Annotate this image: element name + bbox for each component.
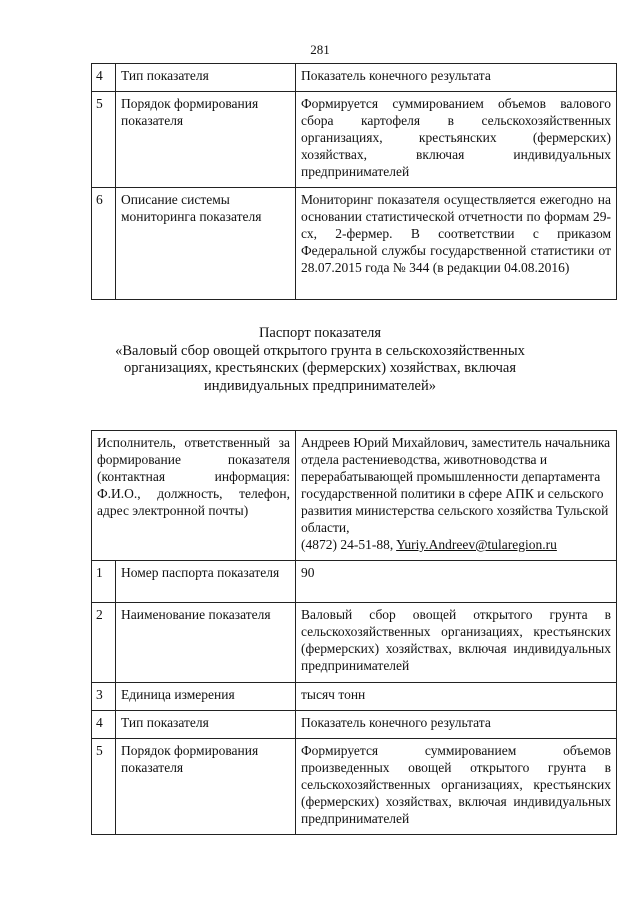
row-value: Показатель конечного результата: [296, 711, 617, 739]
passport-title-block: [80, 325, 560, 395]
executor-value: Андреев Юрий Михайлович, заместитель начальника отдела растениеводства, животноводства и перерабатывающей промышленности департамента государственной политики в сфере АПК и сельского развития министерства сельского хозяйства Тульской области,: [301, 435, 611, 535]
row-number: 6: [92, 188, 116, 300]
executor-cell: [296, 431, 617, 561]
row-value: Формируется суммированием объемов валового сбора картофеля в сельскохозяйственных организациях, крестьянских (фермерских) хозяйствах, включая индивидуальных предпринимателей: [296, 92, 617, 188]
row-label: Наименование показателя: [116, 603, 296, 683]
table-row: [92, 188, 617, 300]
row-value: 90: [296, 561, 617, 603]
executor-label: Исполнитель, ответственный за формирование показателя (контактная информация: Ф.И.О., должность, телефон, адрес электронной почты): [92, 431, 296, 561]
page-number: 281: [310, 42, 330, 57]
row-value: Формируется суммированием объемов произведенных овощей открытого грунта в сельскохозяйственных организациях, крестьянских (фермерских) хозяйствах, включая индивидуальных предпринимателей: [296, 739, 617, 835]
passport-table: [91, 430, 617, 835]
row-label: Единица измерения: [116, 683, 296, 711]
row-value: Мониторинг показателя осуществляется ежегодно на основании статистической отчетности по формам 29-сх, 2-фермер. В соответствии с приказом Федеральной службы государственной статистики от 28.07.2015 года № 344 (в редакции 04.08.2016): [296, 188, 617, 300]
row-label: Порядок формирования показателя: [116, 92, 296, 188]
row-number: 5: [92, 739, 116, 835]
executor-contacts: [301, 536, 611, 553]
table-row: [92, 64, 617, 92]
table-row: [92, 711, 617, 739]
row-number: 3: [92, 683, 116, 711]
row-number: 1: [92, 561, 116, 603]
table-row: [92, 683, 617, 711]
row-number: 5: [92, 92, 116, 188]
table-row: [92, 603, 617, 683]
passport-title-line: организациях, крестьянских (фермерских) хозяйствах, включая: [123, 360, 517, 376]
row-label: Номер паспорта показателя: [116, 561, 296, 603]
passport-title-line: «Валовый сбор овощей открытого грунта в сельскохозяйственных: [115, 342, 525, 359]
table-row: [92, 561, 617, 603]
passport-heading: Паспорт показателя: [258, 325, 382, 341]
passport-title-line: индивидуальных предпринимателей»: [204, 377, 436, 394]
row-number: 4: [92, 711, 116, 739]
executor-phone: (4872) 24-51-88,: [301, 537, 394, 552]
row-label: Порядок формирования показателя: [116, 739, 296, 835]
row-value: Валовый сбор овощей открытого грунта в сельскохозяйственных организациях, крестьянских (фермерских) хозяйствах, включая индивидуальных предпринимателей: [296, 603, 617, 683]
table-continuation: [91, 63, 617, 300]
row-number: 2: [92, 603, 116, 683]
row-label: Описание системы мониторинга показателя: [116, 188, 296, 300]
row-value: Показатель конечного результата: [296, 64, 617, 92]
executor-email-link[interactable]: Yuriy.Andreev@tularegion.ru: [396, 537, 557, 552]
table-row: [92, 739, 617, 835]
table-row-executor: [92, 431, 617, 561]
row-value: тысяч тонн: [296, 683, 617, 711]
row-label: Тип показателя: [116, 64, 296, 92]
table-row: [92, 92, 617, 188]
row-label: Тип показателя: [116, 711, 296, 739]
row-number: 4: [92, 64, 116, 92]
